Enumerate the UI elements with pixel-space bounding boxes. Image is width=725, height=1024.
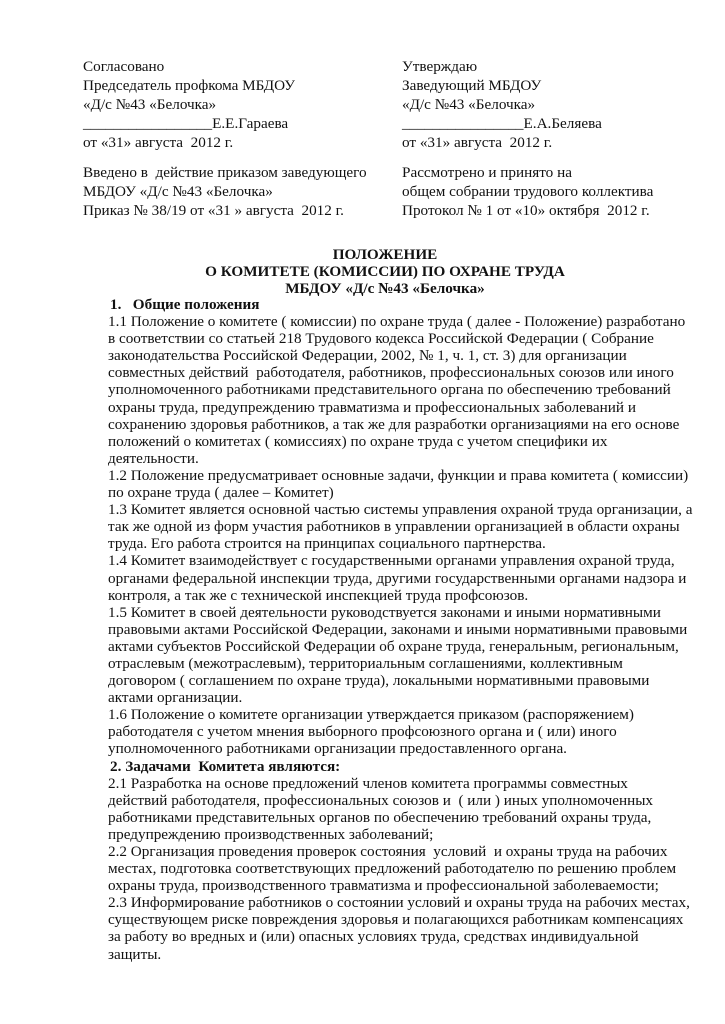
body-line: законодательства Российской Федерации, 2002, № 1, ч. 1, ст. 3) для организации [108,347,627,365]
body-line: охраны труда, производственного травматизма и профессиональной заболеваемости; [108,877,659,895]
body-line: действий работодателя, профессиональных союзов и ( или ) иных уполномоченных [108,791,653,809]
section-heading: 1. Общие положения [110,296,260,313]
header-line: Рассмотрено и принято на [402,164,572,181]
body-line: местах, подготовка соответствующих предложений работодателю по решению проблем [108,860,677,878]
body-line: 1.3 Комитет является основной частью системы управления охраной труда организации, а [108,501,693,519]
body-line: положений о комитетах ( комиссиях) по охране труда с учетом специфики их [108,432,608,450]
title-line: ПОЛОЖЕНИЕ [332,246,438,263]
body-line: органами федеральной инспекции труда, другими государственными органами надзора и [108,569,687,587]
header-line: Введено в действие приказом заведующего [83,164,367,181]
body-line: предупреждению производственных заболеваний; [108,825,434,843]
header-line: от «31» августа 2012 г. [402,134,553,151]
body-line: 2.1 Разработка на основе предложений членов комитета программы совместных [108,774,628,792]
body-line: существующем риске повреждения здоровья и полагающихся работникам компенсациях [108,911,684,929]
body-line: работниками представительных органов по обеспечению требований охраны труда, [108,808,652,826]
section-heading: 2. Задачами Комитета являются: [110,757,341,775]
header-line: от «31» августа 2012 г. [83,134,234,151]
body-line: защиты. [108,945,162,963]
header-line: общем собрании трудового коллектива [402,183,654,200]
header-line: Заведующий МБДОУ [402,77,542,94]
header-line: МБДОУ «Д/с №43 «Белочка» [83,183,273,200]
body-line: контроля, а так же с технической инспекцией труда профсоюзов. [108,586,529,604]
header-line: «Д/с №43 «Белочка» [402,96,536,113]
body-line: 1.1 Положение о комитете ( комиссии) по охране труда ( далее - Положение) разработано [108,313,686,331]
body-line: 1.6 Положение о комитете организации утверждается приказом (распоряжением) [108,706,634,724]
body-line: деятельности. [108,449,199,467]
body-line: за работу во вредных и (или) опасных условиях труда, средствах индивидуальной [108,928,639,946]
header-line: _________________Е.Е.Гараева [83,115,289,132]
header-line: Протокол № 1 от «10» октября 2012 г. [402,202,650,219]
title-line: МБДОУ «Д/с №43 «Белочка» [285,280,485,297]
header-line: Согласовано [83,58,165,75]
body-line: так же одной из форм участия работников в управлении организацией в области охраны [108,518,680,536]
header-line: Председатель профкома МБДОУ [83,77,296,94]
body-line: актами организации. [108,689,243,707]
document-title [0,246,725,297]
body-line: 1.4 Комитет взаимодействует с государственными органами управления охраной труда, [108,552,675,570]
approval-block-approved [402,57,602,152]
body-line: совместных действий работодателя, работников, профессиональных союзов или иного [108,364,674,382]
body-line: отраслевым (межотраслевым), территориальным соглашениями, коллективным [108,654,623,672]
header-line: Приказ № 38/19 от «31 » августа 2012 г. [83,202,344,219]
body-line: договором ( соглашением по охране труда), локальными нормативными правовыми [108,672,650,690]
body-line: уполномоченного работниками организации предоставленного органа. [108,740,567,758]
body-line: 2.2 Организация проведения проверок состояния условий и охраны труда на рабочих [108,843,668,860]
body-line: труда. Его работа строится на принципах социального партнерства. [108,535,546,553]
body-line: актами субъектов Российской Федерации об охране труда, генеральным, региональным, [108,637,679,655]
body-line: уполномоченного работниками представительного органа по обеспечению требований [108,381,671,399]
acceptance-block [402,163,653,220]
body-line: сохранению здоровья работников, а так же для разработки организациями на его основе [108,415,680,433]
document-body [108,296,692,963]
approval-block-agreed [83,57,295,152]
header-line: «Д/с №43 «Белочка» [83,96,217,113]
body-line: по охране труда ( далее – Комитет) [108,484,334,502]
header-line: Утверждаю [402,58,478,75]
body-line: 1.2 Положение предусматривает основные задачи, функции и права комитета ( комиссии) [108,466,689,484]
body-line: правовыми актами Российской Федерации, законами и иными нормативными правовыми [108,620,688,638]
body-line: 1.5 Комитет в своей деятельности руководствуется законами и иными нормативными [108,603,661,621]
body-line: в соответствии со статьей 218 Трудового кодекса Российской Федерации ( Собрание [108,330,654,348]
title-line: О КОМИТЕТЕ (КОМИССИИ) ПО ОХРАНЕ ТРУДА [205,263,565,280]
body-line: работодателя с учетом мнения выборного профсоюзного органа и ( или) иного [108,723,617,741]
body-line: охраны труда, предупреждению травматизма и профессиональных заболеваний и [108,398,636,416]
enactment-block [83,163,367,220]
body-line: 2.3 Информирование работников о состоянии условий и охраны труда на рабочих местах, [108,894,690,912]
header-line: ________________Е.А.Беляева [402,115,602,132]
